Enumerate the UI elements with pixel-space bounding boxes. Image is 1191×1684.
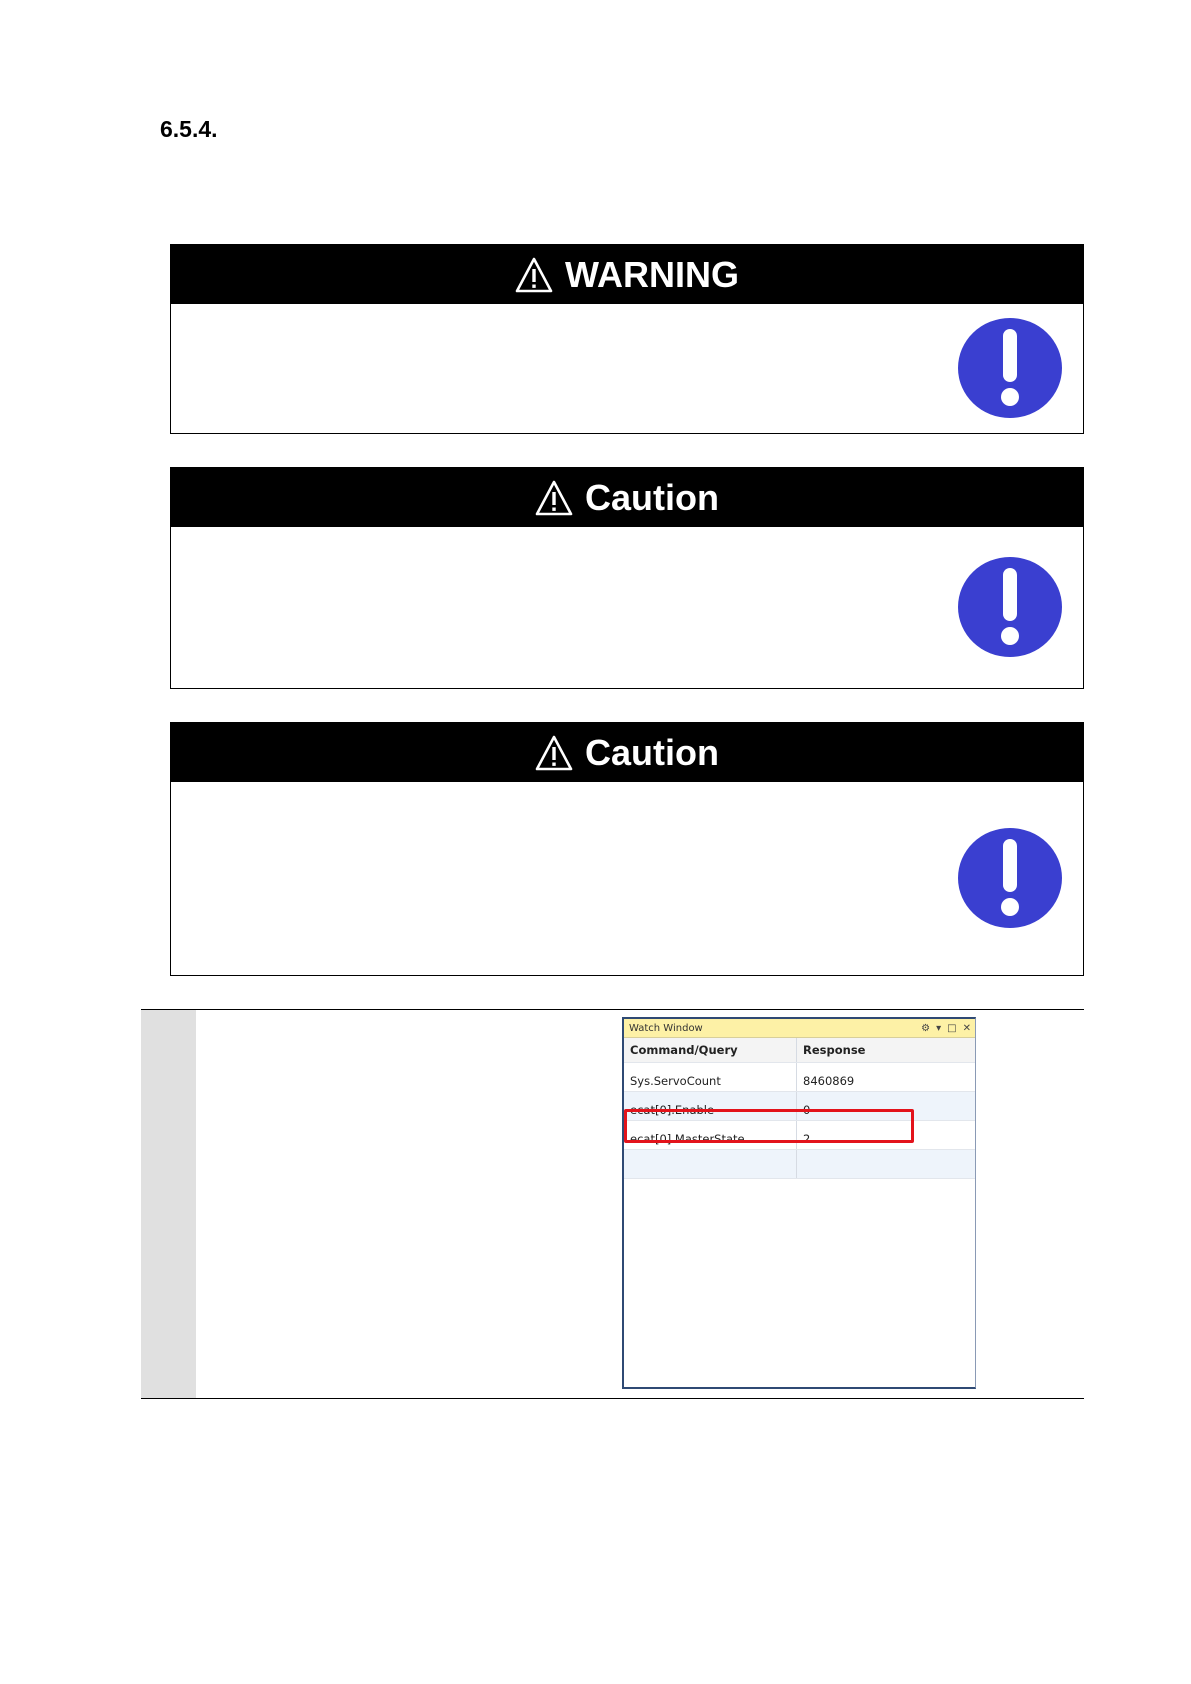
watch-row[interactable]	[624, 1063, 975, 1092]
column-header-response[interactable]: Response	[797, 1038, 975, 1062]
caution-notice-2-body	[171, 782, 1083, 975]
step-number-column	[141, 1010, 196, 1398]
warning-triangle-icon	[535, 735, 573, 771]
settings-icon[interactable]: ⚙	[921, 1022, 931, 1034]
warning-triangle-icon	[535, 480, 573, 516]
watch-row-empty[interactable]	[624, 1150, 975, 1179]
caution-notice-2-label: Caution	[585, 731, 719, 773]
caution-notice-1-label: Caution	[585, 476, 719, 518]
watch-grid	[624, 1038, 975, 1179]
highlight-box	[624, 1109, 914, 1143]
watch-window-titlebar	[624, 1019, 975, 1038]
watch-grid-header	[624, 1038, 975, 1063]
watch-command-cell[interactable]: ecat[0].Enable	[624, 1092, 797, 1120]
watch-window-controls	[921, 1023, 971, 1034]
caution-notice-2-header	[171, 723, 1083, 782]
watch-response-cell: 8460869	[803, 1074, 855, 1088]
caution-notice-2	[170, 722, 1084, 976]
warning-triangle-icon	[515, 257, 553, 293]
dropdown-icon[interactable]: ▾	[936, 1022, 942, 1034]
caution-notice-1-header	[171, 468, 1083, 527]
warning-notice	[170, 244, 1084, 434]
mandatory-exclamation-icon	[957, 825, 1063, 931]
warning-notice-body	[171, 304, 1083, 433]
mandatory-exclamation-icon	[957, 315, 1063, 421]
watch-window-title: Watch Window	[629, 1022, 703, 1034]
watch-command-cell[interactable]: ecat[0].MasterState	[624, 1121, 797, 1149]
warning-notice-label: WARNING	[565, 253, 739, 295]
close-icon[interactable]: ✕	[962, 1022, 971, 1034]
watch-window	[622, 1017, 976, 1389]
watch-response-cell	[797, 1150, 975, 1178]
watch-response-cell: 2	[803, 1132, 811, 1146]
watch-response-cell: 0	[803, 1103, 811, 1117]
mandatory-exclamation-icon	[957, 554, 1063, 660]
watch-command-cell[interactable]	[624, 1150, 797, 1178]
column-header-command[interactable]: Command/Query	[624, 1038, 797, 1062]
caution-notice-1-body	[171, 527, 1083, 688]
maximize-icon[interactable]: □	[947, 1022, 957, 1034]
caution-notice-1	[170, 467, 1084, 689]
watch-command-cell[interactable]: Sys.ServoCount	[624, 1063, 797, 1091]
section-number: 6.5.4.	[160, 116, 218, 142]
warning-notice-header	[171, 245, 1083, 304]
